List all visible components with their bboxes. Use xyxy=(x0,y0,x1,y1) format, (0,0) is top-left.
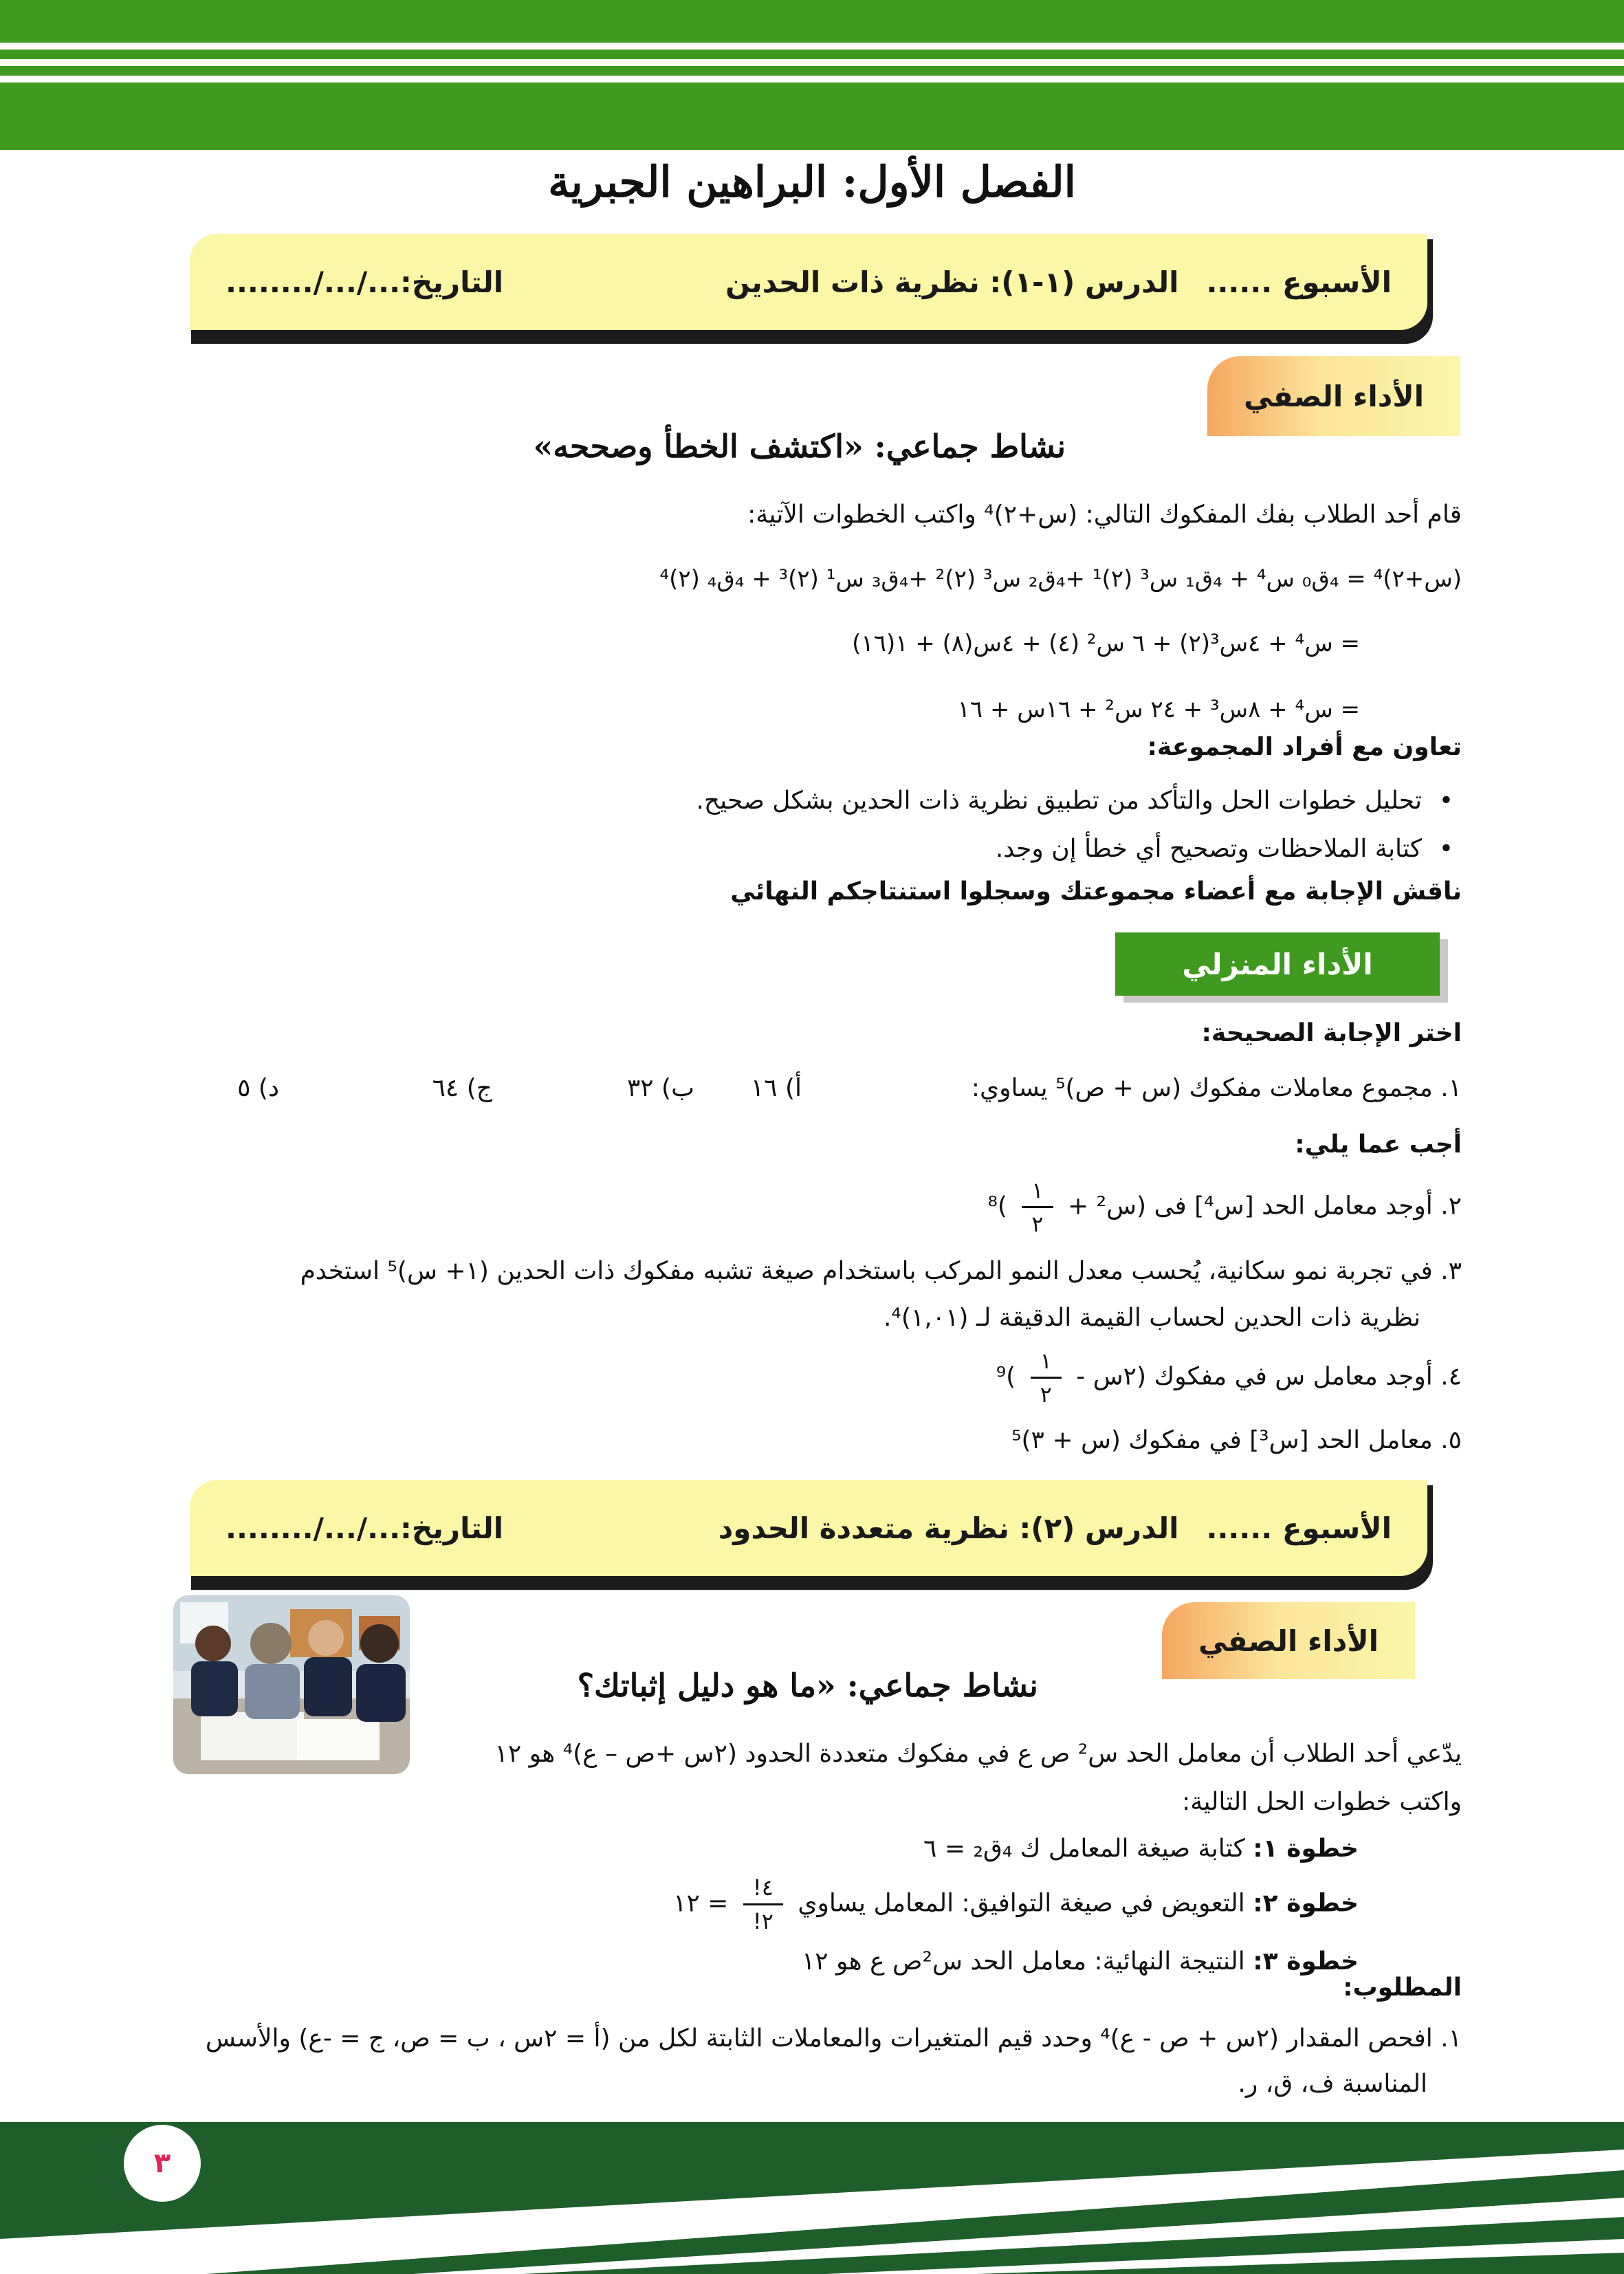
question-4-tail: )⁹ xyxy=(996,1362,1016,1391)
equation-line: = س⁴ + ٤س³(٢) + ٦ س² (٤) + ٤س(٨) + ١(١٦) xyxy=(852,630,1360,657)
lesson-week: الأسبوع ...... xyxy=(1206,265,1392,299)
header-stripe xyxy=(0,66,1624,76)
discuss-instruction: ناقش الإجابة مع أعضاء مجموعتك وسجلوا استنتاجكم النهائي xyxy=(730,877,1462,906)
activity-intro: قام أحد الطلاب بفك المفكوك التالي: (س+٢)⁴ واكتب الخطوات الآتية: xyxy=(747,501,1462,529)
option-a: أ) ١٦ xyxy=(750,1074,802,1102)
header-band xyxy=(0,0,1624,43)
step-2 xyxy=(673,1874,1359,1934)
lesson-date: التاريخ:.../.../........ xyxy=(226,1511,504,1545)
answer-heading: أجب عما يلي: xyxy=(1295,1130,1462,1159)
question-2 xyxy=(987,1177,1462,1237)
lesson-title: الدرس (٢): نظرية متعددة الحدود xyxy=(718,1511,1179,1545)
fraction-denominator: ٢! xyxy=(752,1908,773,1934)
header-stripe xyxy=(0,59,1624,66)
question-4 xyxy=(996,1348,1462,1408)
question-2-text: ٢. أوجد معامل الحد [س⁴] فى (س² + xyxy=(1068,1192,1462,1221)
question-2-tail: )⁸ xyxy=(987,1192,1007,1221)
lesson-banner xyxy=(190,234,1427,330)
question-4-text: ٤. أوجد معامل س في مفكوك (٢س - xyxy=(1076,1362,1462,1391)
question-3-line-1: ٣. في تجربة نمو سكانية، يُحسب معدل النمو المركب باستخدام صيغة تشبه مفكوك ذات الحدين (١+ س)⁵ استخدم xyxy=(300,1257,1462,1285)
fraction xyxy=(1031,1348,1062,1408)
list-item: • كتابة الملاحظات وتصحيح أي خطأ إن وجد. xyxy=(696,825,1462,873)
question-3-line-2: نظرية ذات الحدين لحساب القيمة الدقيقة لـ (١,٠١)⁴. xyxy=(883,1304,1420,1332)
question-5: ٥. معامل الحد [س³] في مفكوك (س + ٣)⁵ xyxy=(1011,1426,1462,1454)
question-1: ١. مجموع معاملات مفكوك (س + ص)⁵ يساوي: xyxy=(971,1074,1462,1102)
collab-list xyxy=(696,777,1462,873)
home-performance-text: الأداء المنزلي xyxy=(1182,947,1373,981)
step-label: خطوة ١: xyxy=(1253,1835,1359,1863)
option-c: ج) ٦٤ xyxy=(432,1074,492,1102)
chapter-title: الفصل الأول: البراهين الجبرية xyxy=(548,157,1076,207)
class-performance-text: الأداء الصفي xyxy=(1198,1623,1379,1658)
step-text: النتيجة النهائية: معامل الحد س²ص ع هو ١٢ xyxy=(801,1947,1245,1976)
class-performance-label xyxy=(1207,356,1460,436)
required-heading: المطلوب: xyxy=(1343,1974,1462,2002)
step-text: التعويض في صيغة التوافيق: المعامل يساوي xyxy=(798,1889,1245,1918)
activity-title: نشاط جماعي: «ما هو دليل إثباتك؟ xyxy=(577,1667,1038,1704)
equation-line: (س+٢)⁴ = ₄ق₀ س⁴ + ₄ق₁ س³ (٢)¹ +₄ق₂ س³ (٢)² +₄ق₃ س¹ (٢)³ + ₄ق₄ (٢)⁴ xyxy=(659,565,1462,593)
header-stripe xyxy=(0,50,1624,59)
option-d: د) ٥ xyxy=(237,1074,279,1102)
fraction-numerator: ١ xyxy=(1031,1348,1062,1379)
step-3 xyxy=(802,1947,1359,1976)
fraction-denominator: ٢ xyxy=(1040,1381,1052,1408)
page-number: ٣ xyxy=(128,2129,197,2198)
list-item: • تحليل خطوات الحل والتأكد من تطبيق نظرية ذات الحدين بشكل صحيح. xyxy=(696,777,1462,825)
equation-line: = س⁴ + ٨س³ + ٢٤ س² + ١٦س + ١٦ xyxy=(957,696,1360,723)
class-performance-label xyxy=(1162,1602,1415,1679)
step-label: خطوة ٢: xyxy=(1253,1889,1359,1918)
fraction-numerator: ٤! xyxy=(743,1874,783,1905)
home-performance-label xyxy=(1115,932,1440,996)
lesson-title: الدرس (١-١): نظرية ذات الحدين xyxy=(725,265,1179,299)
fraction-numerator: ١ xyxy=(1022,1177,1053,1208)
option-b: ب) ٣٢ xyxy=(626,1074,694,1102)
collab-heading: تعاون مع أفراد المجموعة: xyxy=(1147,733,1462,761)
activity-title: نشاط جماعي: «اكتشف الخطأ وصححه» xyxy=(533,428,1066,465)
step-text: كتابة صيغة المعامل ك ₄ق₂ = ٦ xyxy=(923,1835,1245,1863)
claim-line-1: يدّعي أحد الطلاب أن معامل الحد س² ص ع في مفكوك متعددة الحدود (٢س +ص – ع)⁴ هو ١٢ xyxy=(494,1740,1462,1768)
lesson-week: الأسبوع ...... xyxy=(1206,1511,1392,1545)
requirement-1-line-1: ١. افحص المقدار (٢س + ص - ع)⁴ وحدد قيم المتغيرات والمعاملات الثابتة لكل من (أ = ٢س ، ب = ص، ج = -ع) والأسس xyxy=(205,2024,1462,2053)
claim-line-2: واكتب خطوات الحل التالية: xyxy=(1182,1788,1462,1816)
step-label: خطوة ٣: xyxy=(1253,1947,1359,1976)
step-1 xyxy=(923,1835,1359,1863)
fraction xyxy=(743,1874,783,1934)
footer-band xyxy=(0,2122,1624,2274)
students-photo xyxy=(173,1595,410,1774)
class-performance-text: الأداء الصفي xyxy=(1244,379,1424,413)
header-band xyxy=(0,83,1624,150)
header-stripe xyxy=(0,76,1624,83)
fraction xyxy=(1022,1177,1053,1237)
header-stripe xyxy=(0,43,1624,50)
step-result: = ١٢ xyxy=(673,1889,729,1918)
lesson-banner xyxy=(190,1480,1427,1576)
choose-heading: اختر الإجابة الصحيحة: xyxy=(1201,1019,1462,1047)
requirement-1-line-2: المناسبة ف، ق، ر. xyxy=(1238,2070,1427,2098)
fraction-denominator: ٢ xyxy=(1031,1211,1044,1237)
lesson-date: التاريخ:.../.../........ xyxy=(226,265,504,299)
